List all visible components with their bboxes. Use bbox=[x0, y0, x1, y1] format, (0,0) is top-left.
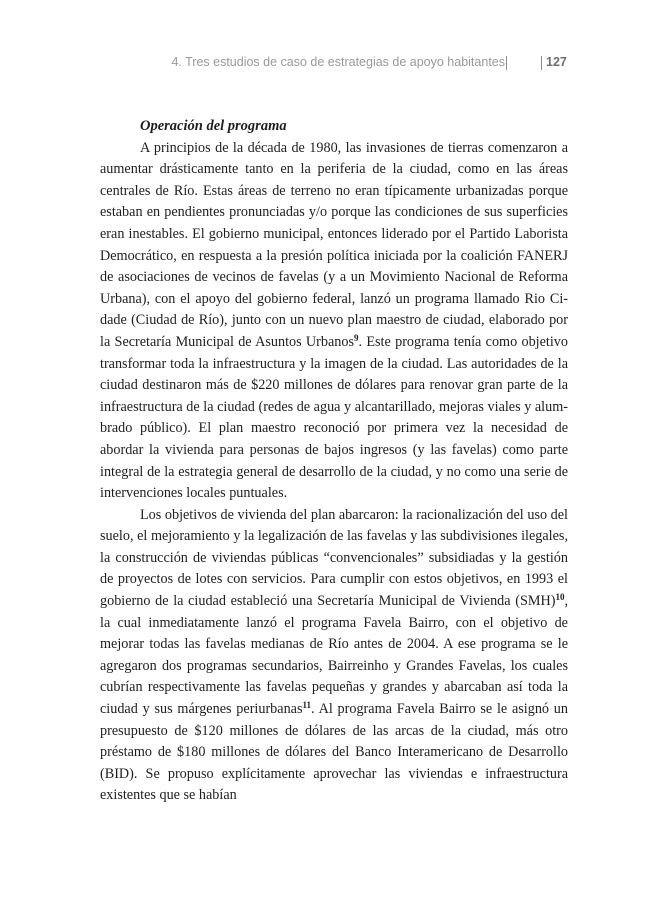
footnote-ref: 9 bbox=[354, 332, 359, 343]
header-separator bbox=[541, 56, 542, 70]
section-heading: Operación del programa bbox=[140, 118, 287, 134]
footnote-ref: 10 bbox=[555, 592, 565, 603]
page-body bbox=[100, 116, 568, 807]
chapter-title: 4. Tres estudios de caso de estrategias de apoyo habitantes bbox=[171, 55, 505, 69]
header-separator bbox=[506, 56, 507, 70]
paragraph bbox=[100, 138, 568, 505]
paragraph bbox=[100, 505, 568, 807]
paragraph-text: , la cual inmediatamente lanzó el programa Favela Bairro, con el objetivo de mejorar todas las favelas medianas de Río antes de 2004. A ese programa se le agregaron dos programas secundarios, Bairreinho y Grandes Favelas, los cuales cubrían respectivamente las favelas pequeñas y grandes y abarcaban así toda la ciudad y sus márgenes periurbanas bbox=[100, 593, 568, 718]
running-header bbox=[0, 55, 650, 75]
footnote-ref: 11 bbox=[302, 700, 312, 711]
paragraph-text: Los objetivos de vivienda del plan abarcaron: la racionalización del uso del suelo, el mejoramiento y la legalización de las favelas y las subdivisiones ilegales, la construcción de viviendas públicas “convencionales” subsidiadas y la gestión de proyectos de lotes con servicios. Para cumplir con estos objetivos, en 1993 el gobierno de la ciudad estableció una Secretaría Municipal de Vivienda (SMH) bbox=[100, 506, 568, 610]
paragraph-text: . Al programa Favela Bairro se le asignó un presupuesto de $120 millones de dólares de las arcas de la ciudad, más otro préstamo de $180 millones de dólares del Banco Interamericano de Desarrollo (BID). Se propuso explícitamente aprovechar las viviendas e infraestructura existentes que se habían bbox=[100, 701, 568, 804]
paragraph-text: . Este programa tenía como objetivo transformar toda la infraestructura y la imagen de la ciudad. Las autoridades de la ciudad destinaron más de $220 millones de dólares para renovar gran parte de la infraestructura de la ciudad (redes de agua y alcantarillado, mejoras viales y alumbrado público). El plan maestro reconoció por primera vez la necesidad de abordar la vivienda para personas de bajos ingresos (y las favelas) como parte integral de la estrategia general de desarrollo de la ciudad, y no como una serie de intervenciones locales puntuales. bbox=[100, 333, 568, 502]
page-number: 127 bbox=[546, 55, 567, 69]
paragraph-text: A principios de la década de 1980, las invasiones de tierras comenzaron a aumentar drásticamente tanto en la periferia de la ciudad, como en las áreas centrales de Río. Estas áreas de terreno no eran típicamente urbanizadas porque estaban en pendientes pronunciadas y/o porque las condiciones de sus superficies eran inestables. El gobierno municipal, entonces liderado por el Partido Laborista Democrático, en respuesta a la presión política iniciada por la coalición FANERJ de asociaciones de vecinos de favelas (y a un Movimiento Nacional de Reforma Urbana), con el apoyo del gobierno federal, lanzó un programa llamado Rio Cidade (Ciudad de Río), junto con un nuevo plan maestro de ciudad, elaborado por la Secretaría Municipal de Asuntos Urbanos bbox=[100, 139, 568, 350]
